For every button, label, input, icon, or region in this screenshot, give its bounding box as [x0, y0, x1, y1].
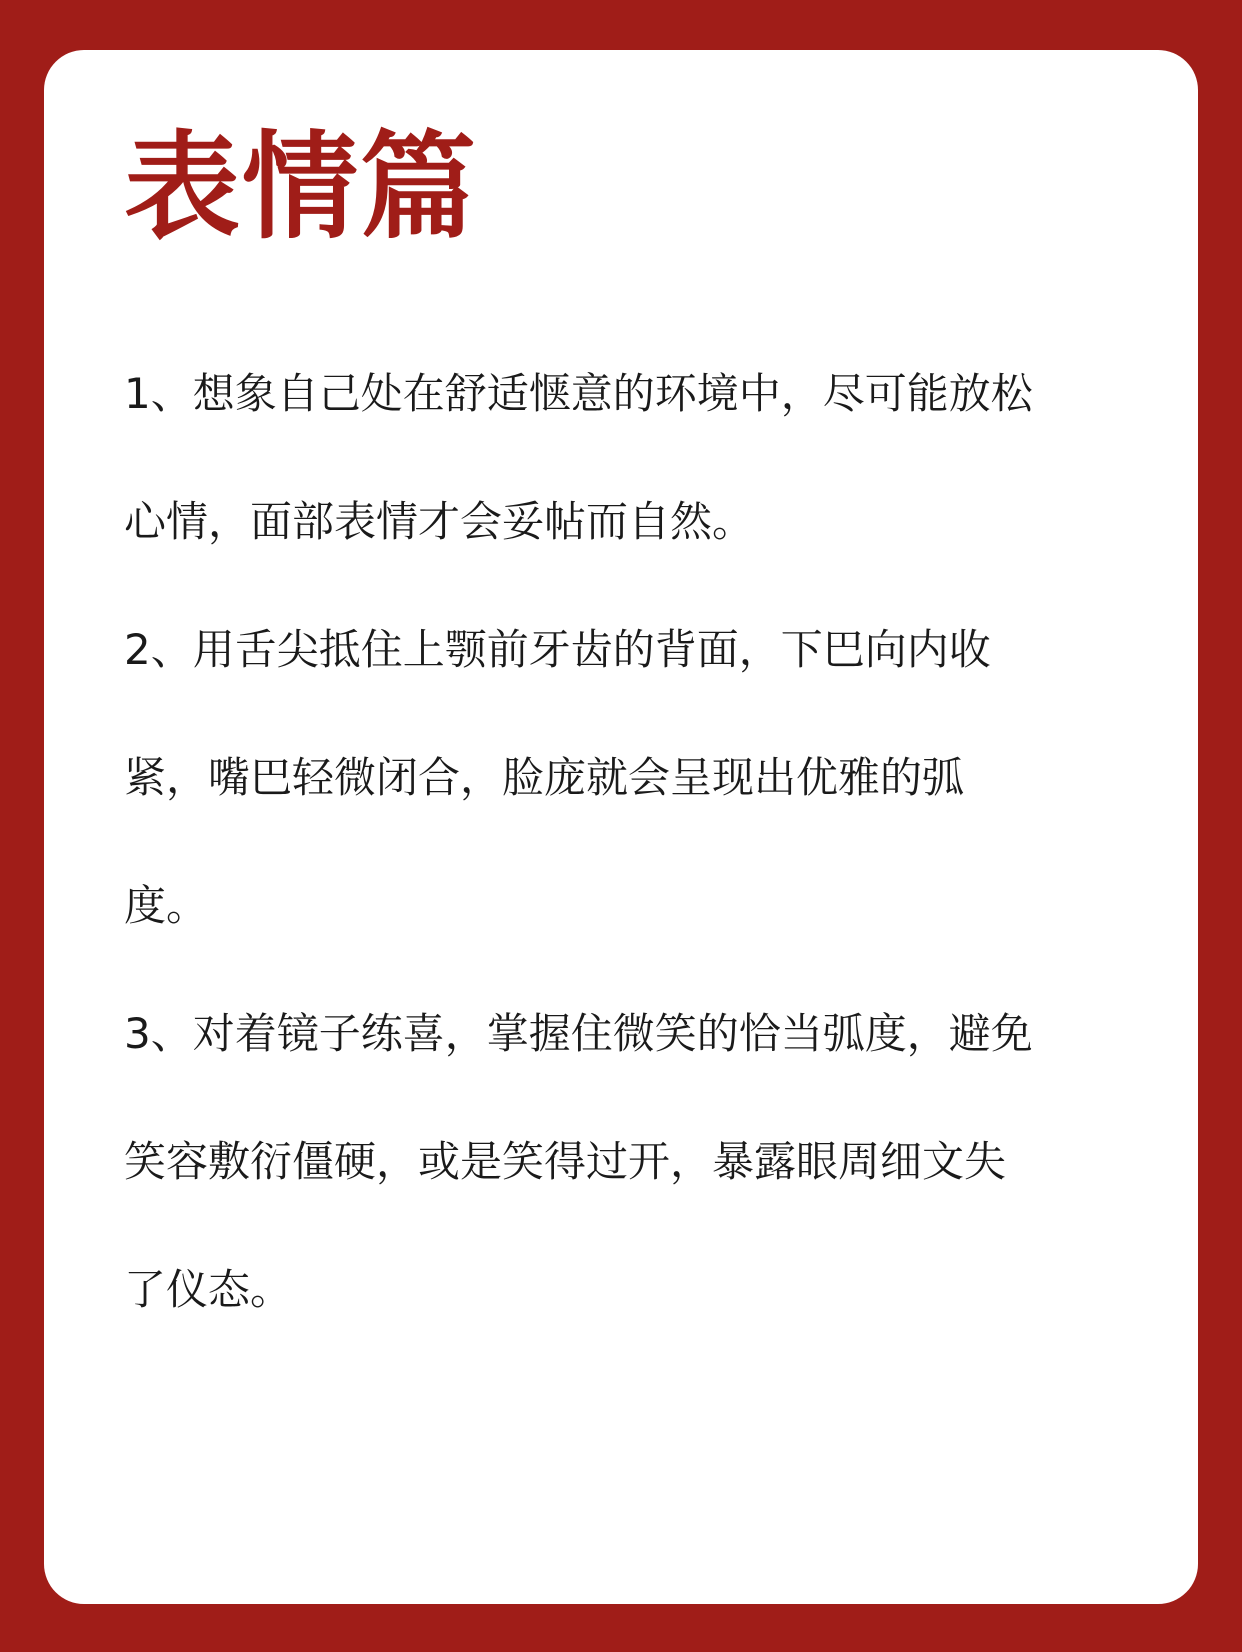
paragraph-line: 1、想象自己处在舒适惬意的环境中，尽可能放松	[124, 369, 1033, 418]
paragraph-line: 笑容敷衍僵硬，或是笑得过开，暴露眼周细文失	[124, 1137, 1007, 1186]
paragraph-line: 紧，嘴巴轻微闭合，脸庞就会呈现出优雅的弧	[124, 753, 965, 802]
page-title: 表情篇	[124, 120, 478, 255]
paragraph-line: 2、用舌尖抵住上颚前牙齿的背面，下巴向内收	[124, 625, 991, 674]
article-body	[124, 330, 1134, 1354]
paragraph-line: 了仪态。	[124, 1265, 293, 1314]
paragraph-line: 3、对着镜子练喜，掌握住微笑的恰当弧度，避免	[124, 1009, 1033, 1058]
paragraph-1	[124, 330, 1134, 586]
paragraph-line: 心情，面部表情才会妥帖而自然。	[124, 497, 755, 546]
paragraph-line: 度。	[124, 881, 209, 930]
content-card	[44, 50, 1198, 1604]
paragraph-2	[124, 586, 1134, 970]
paragraph-3	[124, 970, 1134, 1354]
